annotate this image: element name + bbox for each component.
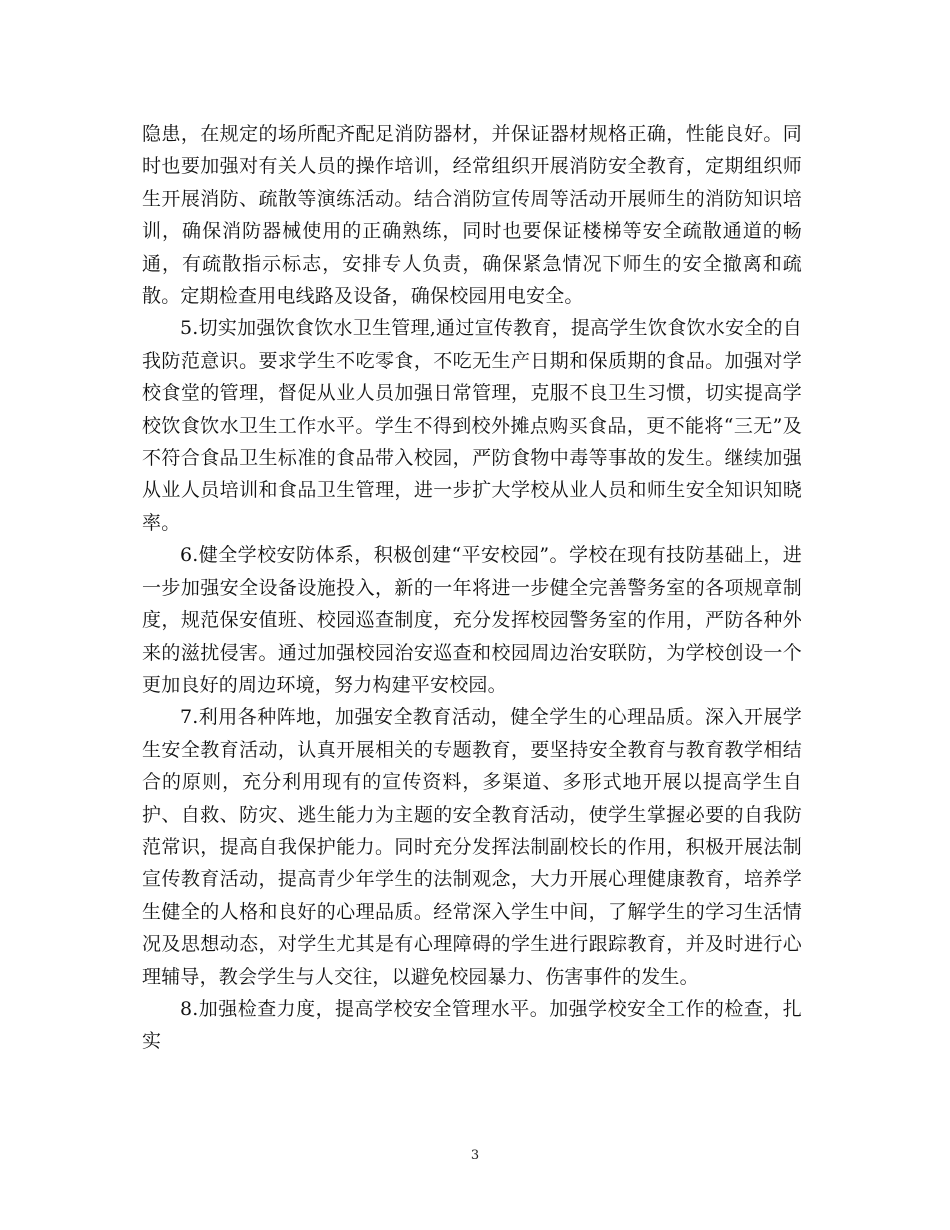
document-body: [142, 118, 802, 1058]
paragraph-continuation: 隐患，在规定的场所配齐配足消防器材，并保证器材规格正确，性能良好。同时也要加强对有关人员的操作培训，经常组织开展消防安全教育，定期组织师生开展消防、疏散等演练活动。结合消防宣传周等活动开展师生的消防知识培训，确保消防器械使用的正确熟练，同时也要保证楼梯等安全疏散通道的畅通，有疏散指示标志，安排专人负责，确保紧急情况下师生的安全撤离和疏散。定期检查用电线路及设备，确保校园用电安全。: [142, 123, 802, 308]
paragraph-item-5: 5.切实加强饮食饮水卫生管理,通过宣传教育，提高学生饮食饮水安全的自我防范意识。要求学生不吃零食，不吃无生产日期和保质期的食品。加强对学校食堂的管理，督促从业人员加强日常管理，克服不良卫生习惯，切实提高学校饮食饮水卫生工作水平。学生不得到校外摊点购买食品，更不能将“三无”及不符合食品卫生标准的食品带入校园，严防食物中毒等事故的发生。继续加强从业人员培训和食品卫生管理，进一步扩大学校从业人员和师生安全知识知晓率。: [142, 317, 802, 534]
paragraph-item-8: 8.加强检查力度，提高学校安全管理水平。加强学校安全工作的检查，扎实: [142, 997, 802, 1053]
paragraph-item-6: 6.健全学校安防体系，积极创建“平安校园”。学校在现有技防基础上，进一步加强安全设备设施投入，新的一年将进一步健全完善警务室的各项规章制度，规范保安值班、校园巡查制度，充分发挥校园警务室的作用，严防各种外来的滋扰侵害。通过加强校园治安巡查和校园周边治安联防，为学校创设一个更加良好的周边环境，努力构建平安校园。: [142, 544, 802, 696]
page-number: 3: [470, 1148, 480, 1163]
paragraph-item-7: 7.利用各种阵地，加强安全教育活动，健全学生的心理品质。深入开展学生安全教育活动，认真开展相关的专题教育，要坚持安全教育与教育教学相结合的原则，充分利用现有的宣传资料，多渠道、多形式地开展以提高学生自护、自救、防灾、逃生能力为主题的安全教育活动，使学生掌握必要的自我防范常识，提高自我保护能力。同时充分发挥法制副校长的作用，积极开展法制宣传教育活动，提高青少年学生的法制观念，大力开展心理健康教育，培养学生健全的人格和良好的心理品质。经常深入学生中间，了解学生的学习生活情况及思想动态，对学生尤其是有心理障碍的学生进行跟踪教育，并及时进行心理辅导，教会学生与人交往，以避免校园暴力、伤害事件的发生。: [142, 706, 802, 988]
